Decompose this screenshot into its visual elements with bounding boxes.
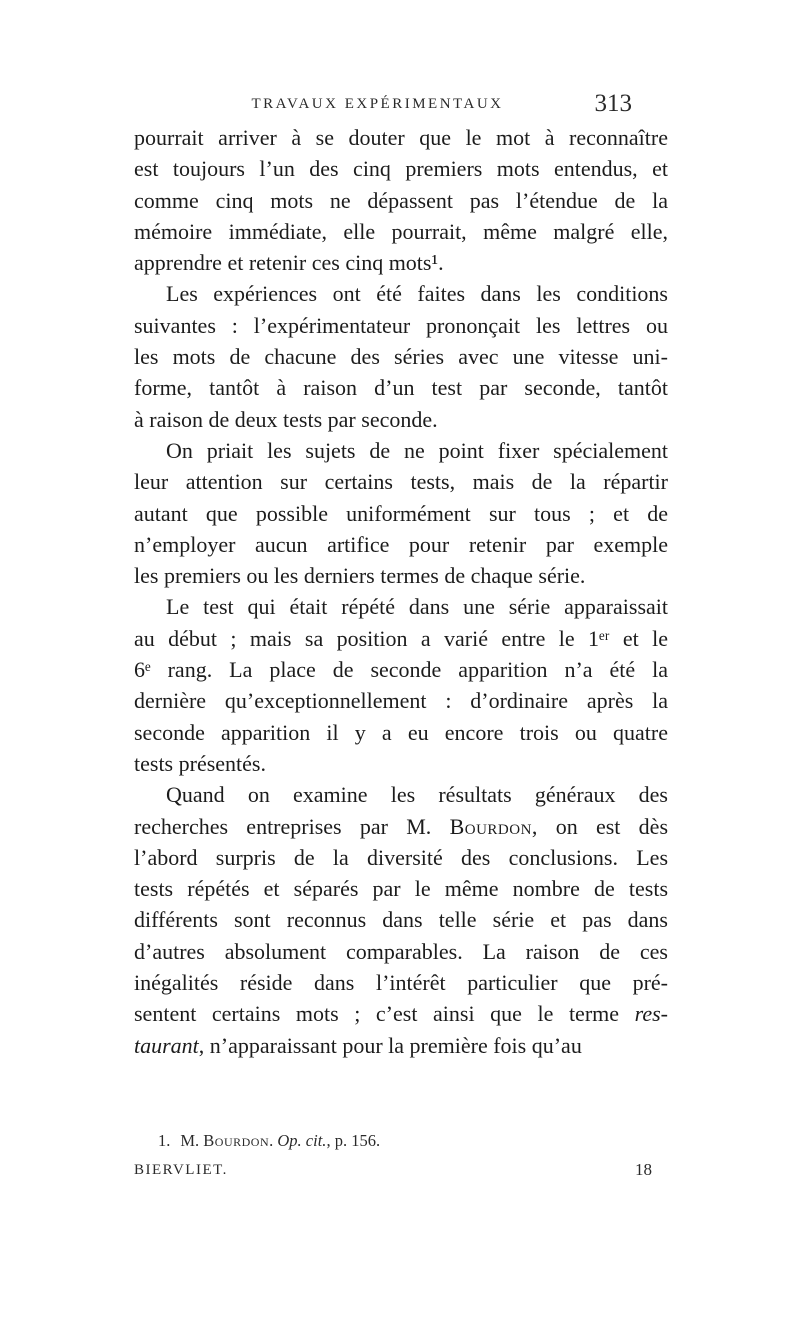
text-line [134, 811, 668, 842]
italic-term: taurant [134, 1032, 199, 1058]
paragraph-start-line: Le test qui était répété dans une série apparaissait [166, 594, 668, 620]
text-line: comme cinq mots ne dépassent pas l’étendue de la [134, 187, 668, 213]
paragraph-start-line: On priait les sujets de ne point fixer spécialement [166, 437, 668, 463]
text-fragment: recherches entreprises par M. [134, 813, 450, 839]
text-line: à raison de deux tests par seconde. [134, 406, 438, 432]
text-line: autant que possible uniformément sur tous ; et de [134, 500, 668, 526]
text-line: pourrait arriver à se douter que le mot à reconnaître [134, 125, 668, 150]
text-line: les premiers ou les derniers termes de chaque série. [134, 563, 586, 589]
text-line: suivantes : l’expérimentateur prononçait les lettres ou [134, 312, 668, 338]
footnote-author: Bourdon [203, 1131, 270, 1150]
text-line: tests présentés. [134, 750, 266, 776]
sheet-number: 18 [635, 1160, 652, 1179]
footnote-separator: . [269, 1131, 278, 1150]
text-line: tests répétés et séparés par le même nombre de tests [134, 876, 668, 902]
paragraph-start-line: Les expériences ont été faites dans les conditions [166, 281, 668, 307]
text-line: d’autres absolument comparables. La raison de ces [134, 938, 668, 964]
footnote-number: 1. [158, 1131, 171, 1150]
text-line: apprendre et retenir ces cinq mots¹. [134, 250, 444, 276]
text-line: l’abord surpris de la diversité des conclusions. Les [134, 844, 668, 870]
text-line: au début ; mais sa position a varié entre le 1ᵉʳ et le [134, 625, 668, 651]
footnote-work: Op. cit. [277, 1131, 327, 1150]
italic-term: res- [634, 1001, 668, 1027]
printer-signature: BIERVLIET. [134, 1162, 228, 1178]
body-text [134, 122, 668, 1061]
running-title: TRAVAUX EXPÉRIMENTAUX [251, 96, 504, 112]
text-line: les mots de chacune des séries avec une vitesse uni- [134, 344, 668, 370]
running-head [0, 90, 800, 120]
footnote [158, 1131, 380, 1151]
text-fragment: , on est dès [531, 813, 668, 839]
text-line: forme, tantôt à raison d’un test par seconde, tantôt [134, 375, 668, 401]
footnote-page-ref: , p. 156. [326, 1131, 381, 1150]
text-line: dernière qu’exceptionnellement : d’ordinaire après la [134, 688, 668, 714]
text-line: inégalités réside dans l’intérêt particulier que pré- [134, 970, 668, 996]
author-name: Bourdon [449, 813, 532, 839]
paragraph-start-line: Quand on examine les résultats généraux des [166, 782, 668, 808]
text-line: est toujours l’un des cinq premiers mots entendus, et [134, 156, 668, 182]
text-line: mémoire immédiate, elle pourrait, même malgré elle, [134, 218, 668, 244]
text-line: différents sont reconnus dans telle série et pas dans [134, 907, 668, 933]
text-line: n’employer aucun artifice pour retenir par exemple [134, 531, 668, 557]
text-fragment: sentent certains mots ; c’est ainsi que le terme [134, 1001, 635, 1027]
page-number: 313 [594, 90, 632, 117]
text-line: leur attention sur certains tests, mais de la répartir [134, 469, 668, 495]
footnote-author-prefix: M. [180, 1131, 204, 1150]
text-line: 6ᵉ rang. La place de seconde apparition n’a été la [134, 657, 668, 683]
text-line: seconde apparition il y a eu encore trois ou quatre [134, 719, 668, 745]
text-line [134, 1030, 668, 1061]
text-line [134, 998, 668, 1029]
text-fragment: , n’apparaissant pour la première fois qu’au [198, 1032, 582, 1058]
